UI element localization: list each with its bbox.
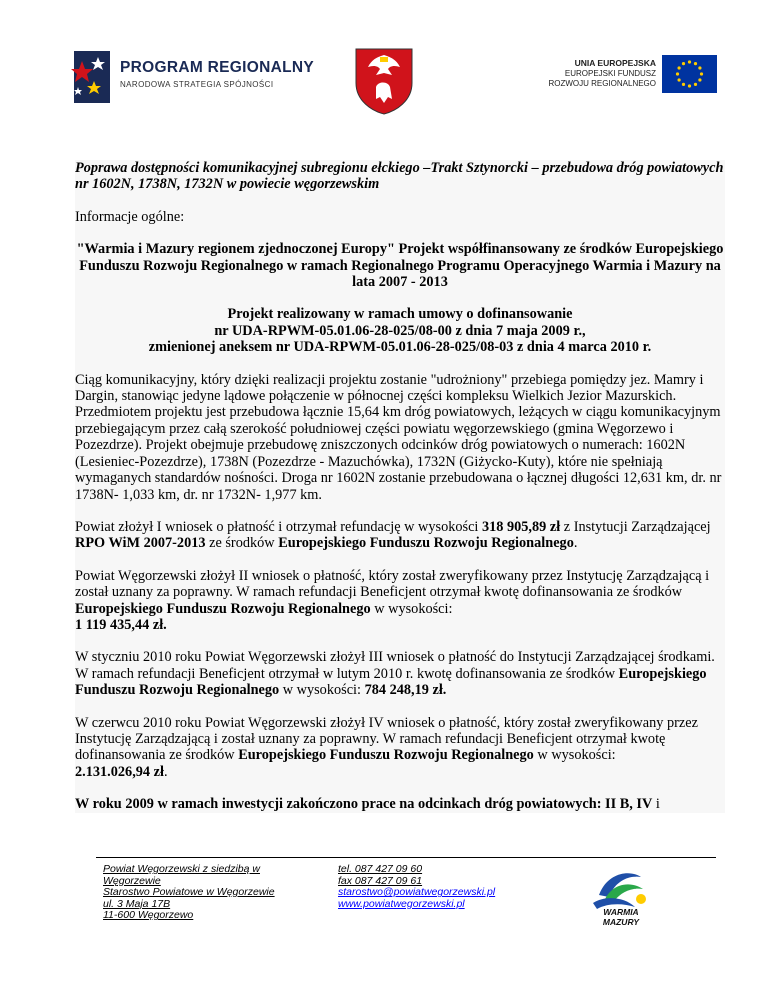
fund-name: Europejskiego Funduszu Rozwoju Regionalnego (75, 665, 707, 699)
program-regionalny-logo (68, 47, 314, 109)
warmia-mazury-label (585, 908, 657, 927)
payment-paragraph-1: Powiat złożył I wniosek o płatność i otrzymał refundację w wysokości 318 905,89 zł z Instytucji Zarządzającej RPO WiM 2007-2013 ze środków Europejskiego Funduszu Rozwoju Regionalnego. (75, 518, 711, 552)
fund-name: Europejskiego Funduszu Rozwoju Regionalnego (238, 747, 534, 764)
footer-contact (338, 864, 538, 910)
footer-divider (96, 857, 716, 858)
document-body (75, 160, 725, 813)
program-subtitle: NARODOWA STRATEGIA SPÓJNOŚCI (120, 80, 274, 89)
eu-line1: UNIA EUROPEJSKA (574, 58, 656, 68)
works-paragraph: W roku 2009 w ramach inwestycji zakończono prace na odcinkach dróg powiatowych: II B, IV i (75, 796, 660, 813)
contract-line-3: zmienionej aneksem nr UDA-RPWM-05.01.06-28-025/08-03 z dnia 4 marca 2010 r. (148, 339, 652, 356)
footer-phone: tel. 087 427 09 60 (338, 863, 423, 875)
contract-line-1: Projekt realizowany w ramach umowy o dofinansowanie (227, 306, 573, 323)
rpo-name: RPO WiM 2007-2013 (75, 535, 206, 552)
eu-label (538, 58, 656, 90)
program-title: PROGRAM REGIONALNY (120, 59, 314, 76)
footer-address-line: Powiat Węgorzewski z siedzibą w Węgorzewie (103, 863, 260, 887)
info-label: Informacje ogólne: (75, 208, 185, 225)
footer-website-link[interactable]: www.powiatwegorzewski.pl (338, 897, 465, 910)
document-title: Poprawa dostępności komunikacyjnej subregionu ełckiego –Trakt Sztynorcki – przebudowa dróg powiatowych nr 1602N, 1738N, 1732N w powiecie węgorzewskim (75, 160, 724, 193)
payment-paragraph-2: Powiat Węgorzewski złożył II wniosek o płatność, który został zweryfikowany przez Instytucję Zarządzającą i został uznany za poprawny. W ramach refundacji Beneficjent otrzymał kwotę dofinansowania ze środków Europejskiego Funduszu Rozwoju Regionalnego w wysokości: 1 119 435,44 zł. (75, 567, 710, 633)
payment-paragraph-3: W styczniu 2010 roku Powiat Węgorzewski złożył III wniosek o płatność do Instytucji Zarządzającej środkami. W ramach refundacji Beneficjent otrzymał w lutym 2010 r. kwotę dofinansowania ze środków Europejskiego Funduszu Rozwoju Regionalnego w wysokości: 784 248,19 zł. (75, 649, 715, 699)
program-stars-icon (68, 47, 114, 105)
contract-info (75, 306, 725, 355)
footer-address-line: Starostwo Powiatowe w Węgorzewie (103, 886, 275, 899)
eu-line2: EUROPEJSKI FUNDUSZ (564, 68, 656, 78)
page-header (0, 0, 768, 120)
footer-address (103, 864, 293, 922)
coat-of-arms-icon (354, 47, 414, 115)
fund-name: Europejskiego Funduszu Rozwoju Regionalnego (278, 535, 574, 552)
route-description: Ciąg komunikacyjny, który dzięki realizacji projektu zostanie "udrożniony" przebiega pomiędzy jez. Mamry i Dargin, stanowiąc jedyne lądowe połączenie w północnej części kompleksu Wielkich Jezior Mazurskich. Przedmiotem projektu jest przebudowa łącznie 15,64 km dróg powiatowych, leżących w ciągu komunikacyjnym przebiegającym przez całą szerokość południowej części powiatu węgorzewskiego (gmina Węgorzewo i Pozezdrze). Projekt obejmuje przebudowę zniszczonych odcinków dróg powiatowych o numerach: 1602N (Lesieniec-Pozezdrze), 1738N (Pozezdrze - Mazuchówka), 1732N (Giżycko-Kuty), które nie spełniają wymaganych standardów nośności. Droga nr 1602N zostanie przebudowana o łącznej długości 12,631 km, dr. nr 1738N- 1,033 km, dr. nr 1732N- 1,977 km. (75, 371, 722, 503)
payment-paragraph-4: W czerwcu 2010 roku Powiat Węgorzewski złożył IV wniosek o płatność, który został zweryfikowany przez Instytucję Zarządzającą i został uznany za poprawny. W ramach refundacji Beneficjent otrzymał kwotę dofinansowania ze środków Europejskiego Funduszu Rozwoju Regionalnego w wysokości: 2.131.026,94 zł. (75, 714, 698, 780)
program-description: "Warmia i Mazury regionem zjednoczonej Europy" Projekt współfinansowany ze środków Europejskiego Funduszu Rozwoju Regionalnego w ramach Regionalnego Programu Operacyjnego Warmia i Mazury na lata 2007 - 2013 (76, 241, 724, 291)
footer-address-line: ul. 3 Maja 17B (103, 897, 171, 910)
footer-email-link[interactable]: starostwo@powiatwegorzewski.pl (338, 886, 496, 899)
payment-2-amount: 1 119 435,44 zł. (75, 616, 167, 633)
payment-4-amount: 2.131.026,94 zł (75, 763, 164, 780)
contract-line-2: nr UDA-RPWM-05.01.06-28-025/08-00 z dnia 7 maja 2009 r., (214, 322, 586, 339)
wm-line2: MAZURY (602, 916, 640, 927)
footer-fax: fax 087 427 09 61 (338, 874, 423, 887)
payment-3-amount: 784 248,19 zł. (364, 682, 447, 699)
eu-line3: ROZWOJU REGIONALNEGO (548, 79, 656, 88)
eu-flag-icon (662, 55, 717, 93)
wm-line1: WARMIA (603, 907, 639, 917)
footer-address-line: 11-600 Węgorzewo (103, 909, 194, 922)
payment-1-amount: 318 905,89 zł (481, 518, 561, 535)
fund-name: Europejskiego Funduszu Rozwoju Regionalnego (75, 600, 371, 617)
